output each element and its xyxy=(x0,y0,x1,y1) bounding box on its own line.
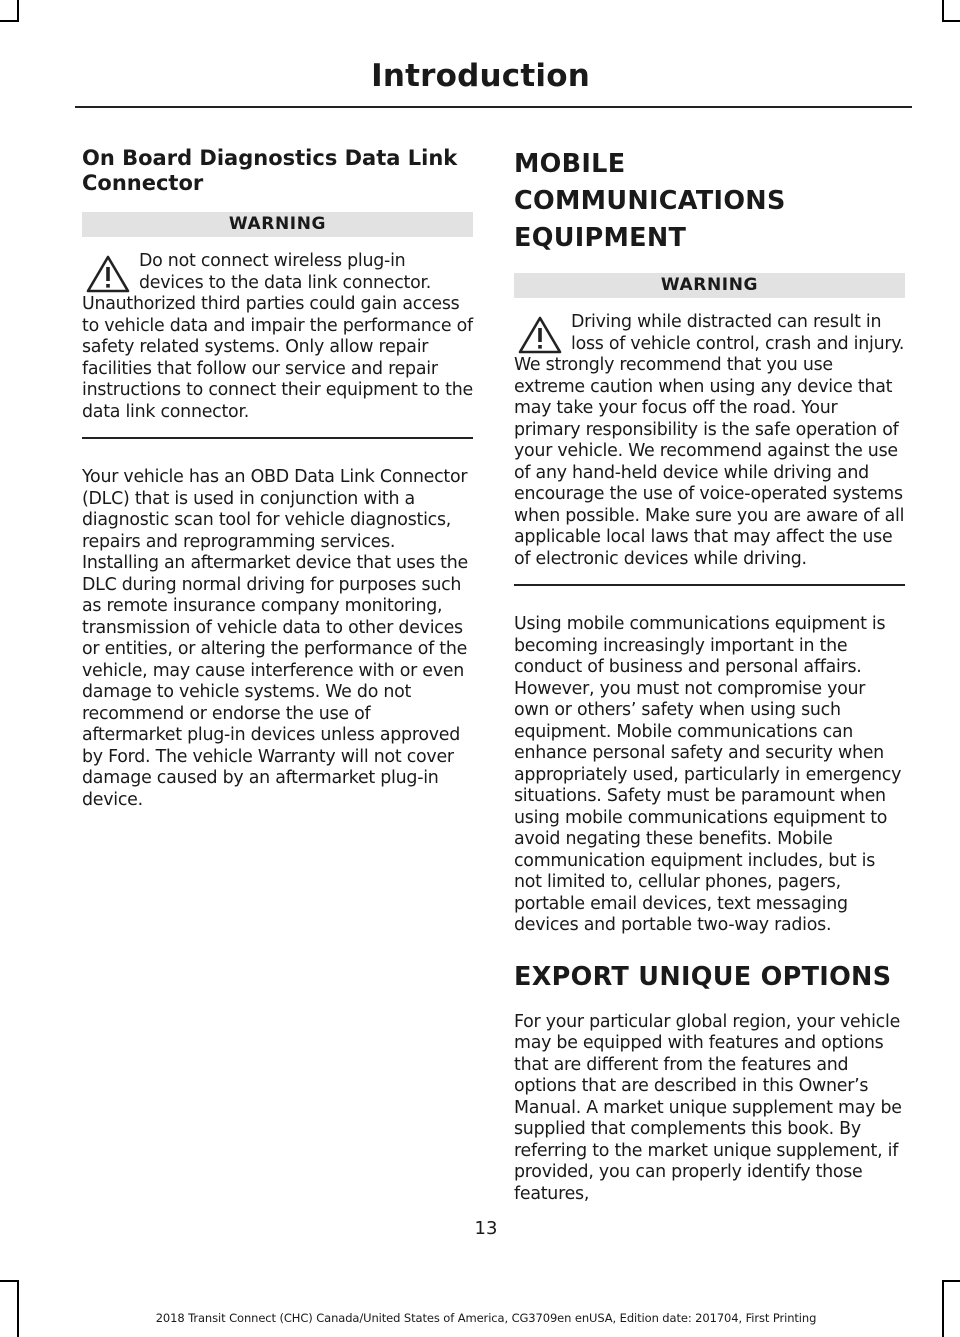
right-column xyxy=(514,146,905,1227)
warning-text: Driving while distracted can result in loss of vehicle control, crash and injury. We strongly recommend that you use extreme caution when using any device that may take your focus off the road. Your primary responsibility is the safe operation of your vehicle. We recommend against the use of any hand-held device while driving and encourage the use of voice-operated systems when possible. Make sure you are aware of all applicable local laws that may affect the use of electronic devices while driving. xyxy=(514,312,905,569)
crop-mark xyxy=(942,1280,960,1282)
crop-mark xyxy=(0,20,19,22)
mobile-communications-title: MOBILE COMMUNICATIONS EQUIPMENT xyxy=(514,149,786,253)
crop-mark xyxy=(942,0,944,22)
warning-label: WARNING xyxy=(82,212,473,237)
warning-triangle-icon xyxy=(517,315,563,355)
warning-triangle-icon xyxy=(85,254,131,294)
mobile-communications-paragraph: Using mobile communications equipment is becoming increasingly important in the conduct of business and personal affairs. However, you must not compromise your own or others’ safety when using such equipment. Mobile communications can enhance personal safety and security when appropriately used, particularly in emergency situations. Safety must be paramount when using mobile communications equipment to avoid negating these benefits. Mobile communication equipment includes, but is not limited to, cellular phones, pagers, portable email devices, text messaging devices and portable two-way radios. xyxy=(514,614,902,935)
page-header-title: Introduction xyxy=(371,58,590,94)
warning-box xyxy=(514,312,905,570)
crop-mark xyxy=(17,1280,19,1337)
export-unique-options-paragraph: For your particular global region, your vehicle may be equipped with features and options that are different from the features and options that are described in this Owner’s Manual. A market unique supplement may be supplied that complements this book. By referring to the market unique supplement, if provided, you can properly identify those features, xyxy=(514,1011,902,1204)
obd-subheading: On Board Diagnostics Data Link Connector xyxy=(82,146,458,195)
header-divider xyxy=(75,106,912,108)
warning-label: WARNING xyxy=(514,273,905,298)
crop-mark xyxy=(942,20,960,22)
page-number: 13 xyxy=(474,1218,498,1239)
left-column xyxy=(82,146,473,833)
warning-divider xyxy=(82,437,473,439)
obd-paragraph: Your vehicle has an OBD Data Link Connector (DLC) that is used in conjunction with a diagnostic scan tool for vehicle diagnostics, repairs and reprogramming services. Installing an aftermarket device that uses the DLC during normal driving for purposes such as remote insurance company monitoring, transmission of vehicle data to other devices or entities, or altering the performance of the vehicle, may cause interference with or even damage to vehicle systems. We do not recommend or endorse the use of aftermarket plug-in devices unless approved by Ford. The vehicle Warranty will not cover damage caused by an aftermarket plug-in device. xyxy=(82,467,468,810)
crop-mark xyxy=(17,0,19,22)
footer-text: 2018 Transit Connect (CHC) Canada/United States of America, CG3709en enUSA, Edition date: 201704, First Printing xyxy=(155,1311,817,1325)
warning-box xyxy=(82,251,473,423)
crop-mark xyxy=(0,1280,19,1282)
warning-text: Do not connect wireless plug-in devices to the data link connector. Unauthorized third parties could gain access to vehicle data and impair the performance of safety related systems. Only allow repair facilities that follow our service and repair instructions to connect their equipment to the data link connector. xyxy=(82,251,473,422)
warning-divider xyxy=(514,584,905,586)
export-unique-options-title: EXPORT UNIQUE OPTIONS xyxy=(514,961,892,992)
crop-mark xyxy=(942,1280,944,1337)
